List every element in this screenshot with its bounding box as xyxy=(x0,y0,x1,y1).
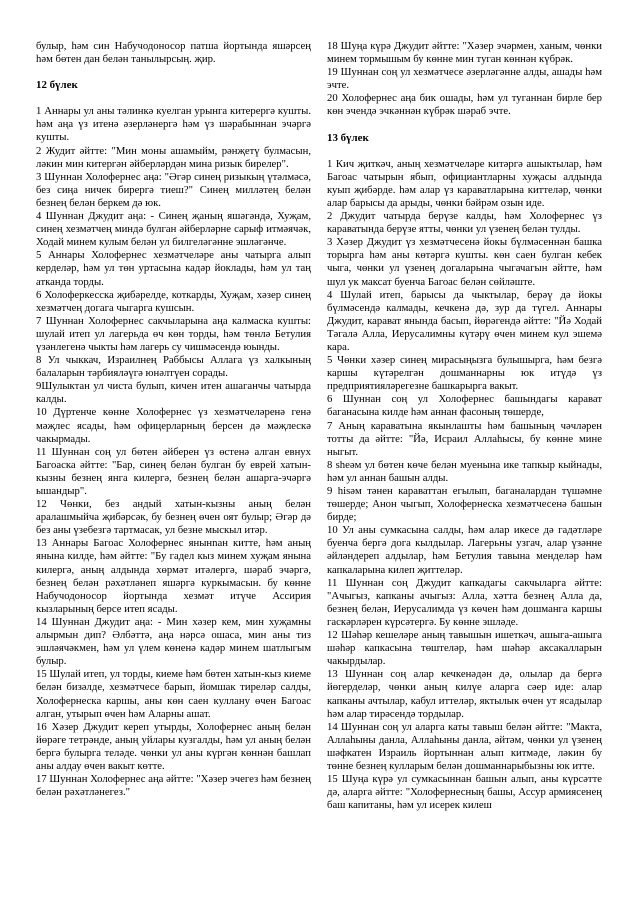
verse-paragraph: 13 Аннары Багоас Холофернес янынnан китте, һәм аның янына килде, һәм әйтте: "Бу гадел кыз минем хуҗам янына килергә, аның алдында хөрмәт итәлергә, шәраб эчәргә, безнең белән рәхәтләнеп яшәргә куркымасын. бу көнне Набучодоносор йортында хезмәт итүче Ассирия кызларының берсе итеп ясады. xyxy=(36,537,311,615)
verse-paragraph: 18 Шуңа күрә Джудит әйтте: "Хәзер эчәрмен, ханым, чөнки минем тормышым бу көнне мин туган көннән күбрәк. xyxy=(327,40,602,66)
verse-paragraph: 1 Аннары ул аны тәлинкә куелган урынга китерергә кушты. һәм аңа үз итенә әзерләнергә һәм үз шәрабыннан эчәргә кушты. xyxy=(36,105,311,144)
verse-paragraph: 4 Шуннан Джудит аңа: - Синең җаның яшәгәндә, Хуҗам, синең хезмәтчең миндә булган әйберләрне сарыф итмәячәк, Ходай минем кулым белән ул билгеләгәнне эшләгәнче. xyxy=(36,210,311,249)
spacer xyxy=(36,66,311,79)
verse-paragraph: 11 Шуннан соң ул бөтен әйберен үз өстенә алган евнух Багоаска әйтте: "Бар, синең белән булган бу еврей хатын-кызны безнең янга килергә, безнең белән ашарга-эчәргә ышандыр". xyxy=(36,445,311,497)
spacer xyxy=(327,119,602,132)
chapter-heading-13: 13 бүлек xyxy=(327,131,369,144)
verse-paragraph: 3 Хәзер Джудит үз хезмәтчесенә йокы бүлмәсеннән башка торырга һәм аны көтәргә кушты. көн саен булган кебек чыга, чөнки ул үзенең догаларына чыгачагын әйтте, һәм шул ук максат буенча Багоас белән сөйләште. xyxy=(327,236,602,288)
verse-paragraph: 2 Жудит әйтте: "Мин моны ашамыйм, рәнҗетү булмасын, ләкин мин китергән әйберләрдән мина ризык бирелер". xyxy=(36,144,311,170)
verse-paragraph: 13 Шуннан соң алар кечкенәдән дә, олылар да бергә йөгерделәр, чөнки аның килүе аларга сәер иде: алар капканы ачтылар, кабул иттеләр, яктылык өчен ут ясадылар һәм алар тирәсендә тордылар. xyxy=(327,668,602,720)
verse-paragraph: 6 Шуннан соң ул Холофернес башындагы карават баганасына килде һәм аннан фасоның төшерде, xyxy=(327,393,602,419)
verse-paragraph: 15 Шуңа күрә ул сумкасыннан башын алып, аны күрсәтте дә, аларга әйтте: "Холофернесның башы, Ассур армиясенең баш капитаны, һәм ул исерек килеш xyxy=(327,773,602,812)
left-column xyxy=(36,40,311,812)
verse-paragraph: 14 Шуннан соң ул аларга каты тавыш белән әйтте: "Макта, Аллаһыны данла, Аллаһыны данла, әйтәм, чөнки ул үзенең шәфкатен Израиль йортыннан алып китмәде, ләкин бу төнне безнең кулларым белән дошманнарыбызны юк итте. xyxy=(327,720,602,772)
verse-paragraph: 17 Шуннан Холофернес аңа әйтте: "Хәзер эчегез һәм безнең белән рәхәтләнегез." xyxy=(36,773,311,799)
verse-paragraph: 11 Шуннан соң Джудит капкадагы сакчыларга әйтте: "Ачыгыз, капканы ачыгыз: Алла, хәтта безнең Алла да, безнең белән, Иерусалимда үз көчен һәм дошманга каршы гаскәрләрен күрсәтергә. Бу көнне эшләде. xyxy=(327,576,602,628)
right-column xyxy=(327,40,602,812)
verse-paragraph: 3 Шуннан Холофернес аңа: "Әгәр синең ризыкың үтәлмәсә, без сиңа ничек бирергә тиеш?" Синең милләтең белән безнең белән беркем дә юк. xyxy=(36,170,311,209)
verse-paragraph: 9 hisәм тәнен караваттан егылып, баганалардан түшәмне төшерде; Анон чыгып, Холофернеска хезмәтчесенә башын бирде; xyxy=(327,485,602,524)
verse-paragraph: 20 Холофернес аңа бик ошады, һәм ул туганнан бирле бер көн эчендә эчкәннән күбрәк шәраб эчте. xyxy=(327,92,602,118)
verse-paragraph: 19 Шуннан соң ул хезмәтчесе әзерләгәнне алды, ашады һәм эчте. xyxy=(327,66,602,92)
verse-paragraph: 15 Шулай итеп, ул торды, киеме һәм бөтен хатын-кыз киеме белән бизәлде, хезмәтчесе барып, йомшак тиреләр салды, Холофернеска каршы, аны көн саен куллану өчен Багоас алган, утырып өчен һәм Аларны ашат. xyxy=(36,668,311,720)
two-column-layout xyxy=(36,40,602,812)
verse-paragraph: 7 Аның караватына якынлашты һәм башының чәчләрен тотты да әйтте: "Йә, Исраил Аллаһысы, бу көнне мине ныгыт. xyxy=(327,419,602,458)
spacer xyxy=(327,145,602,158)
verse-paragraph: 14 Шуннан Джудит аңа: - Мин хәзер кем, мин хуҗамны алырмын дип? Әлбәттә, аңа нәрсә ошаса, мин аны тиз эшләячәкмен, һәм ул үлем көненә кадәр минем шатлыгым булыр. xyxy=(36,615,311,668)
verse-paragraph: 16 Хәзер Джудит кереп утырды, Холофернес аның белән йөрәге тетрәнде, аның уйлары кузгалды, һәм ул аның белән бергә булырга теләде. чөнки ул аны күргән көннән башлап аны алдау өчен вакыт көтте. xyxy=(36,720,311,772)
verse-paragraph: 6 Холоферкесска җибәрелде, коткарды, Хуҗам, хәзер синең хезмәтчең догага чыгарга кушсын. xyxy=(36,288,311,314)
verse-paragraph: 9Шулыктан ул чиста булып, кичен итен ашаганчы чатырда калды. xyxy=(36,380,311,406)
verse-paragraph: 12 Шәһәр кешеләре аның тавышын ишеткәч, ашыга-ашыга шәһәр капкасына төштеләр, һәм шәһәр аксакалларын чакырдылар. xyxy=(327,629,602,668)
verse-paragraph: 2 Джудит чатырда берүзе калды, һәм Холофернес үз караватында берүзе ятты, чөнки ул үзенең белән тулды. xyxy=(327,210,602,236)
verse-paragraph: 7 Шуннан Холофернес сакчыларына аңа калмаска кушты: шулай итеп ул лагерьда өч көн торды, һәм төнлә Бетулия үзәнлегенә чыкты һәм лагерь су чишмәсендә юынды. xyxy=(36,314,311,353)
verse-paragraph: 8 sheәм ул бөтен көче белән муенына ике тапкыр кыйнады, һәм ул аннан башын алды. xyxy=(327,458,602,484)
verse-paragraph: 10 Ул аны сумкасына салды, һәм алар икесе дә гадәтләре буенча бергә дога кылдылар. Лагерьны узгач, алар үзәнне әйләндереп алдылар, һәм Бетулия тавына менделәр һәм капкаларына килеп җиттеләр. xyxy=(327,524,602,576)
verse-paragraph: 10 Дүртенче көнне Холофернес үз хезмәтчеләренә генә мәҗлес ясады, һәм офицерларның берсен дә мәҗлескә чакырмады. xyxy=(36,406,311,445)
verse-paragraph: 4 Шулай итеп, барысы да чыктылар, берәү дә йокы бүлмәсендә калмады, кечкенә дә, зур да түгел. Аннары Джудит, карават янында басып, йөрәгендә әйтте: "Йә Ходай Тәгалә Алла, Иерусалимны күтәрү өчен минем кул эшемә кара. xyxy=(327,288,602,353)
spacer xyxy=(36,92,311,105)
chapter-heading-12: 12 бүлек xyxy=(36,79,78,92)
continuation-paragraph: булыр, һәм син Набучодоносор патша йортында яшәрсең һәм бөтен дан белән танылырсың. җир. xyxy=(36,40,311,66)
verse-paragraph: 5 Чөнки хәзер синең мирасыңызга булышырга, һәм безгә каршы күтәрелгән дошманнарны юк итүдә үз предприятияләрегезне башкарырга вакыт. xyxy=(327,354,602,393)
verse-paragraph: 12 Чөнки, без андый хатын-кызны аның белән аралашмыйча җибәрсәк, бу безнең өчен оят булыр; Әгәр дә без аны үзебезгә тартмасак, ул безне мыскыл итәр. xyxy=(36,498,311,537)
verse-paragraph: 1 Кич җиткәч, аның хезмәтчеләре китәргә ашыктылар, һәм Багоас чатырын ябып, официантларны хуҗасы алдында куып җибәрде. һәм алар үз караватларына киттеләр, чөнки алар барысы да арыды, чөнки бәйрәм озын иде. xyxy=(327,157,602,209)
verse-paragraph: 8 Ул чыккач, Израилнең Раббысы Аллага үз халкының балаларын тәрбияләүгә юнәлтүен сорады. xyxy=(36,354,311,380)
verse-paragraph: 5 Аннары Холофернес хезмәтчеләре аны чатырга алып керделәр, һәм ул төн уртасына кадәр йоклады, һәм ул таң атканда торды. xyxy=(36,249,311,288)
